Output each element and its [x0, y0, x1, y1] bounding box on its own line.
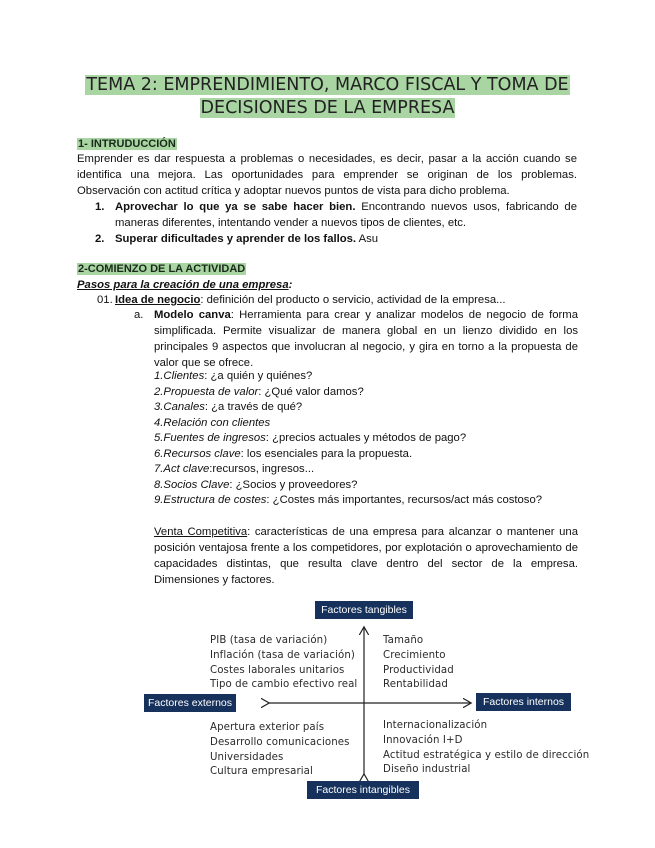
list-item: 9.Estructura de costes: ¿Costes más importantes, recursos/act más costoso?: [154, 494, 543, 506]
list-item: 6.Recursos clave: los esenciales para la propuesta.: [154, 447, 413, 460]
steps-title: Pasos para la creación de una empresa:: [77, 279, 293, 291]
quadrant-top-left: PIB (tasa de variación) Inflación (tasa de variación) Costes laborales unitarios Tipo de cambio efectivo real: [210, 635, 358, 691]
step-01: 01. Idea de negocio: definición del producto o servicio, actividad de la empresa...: [97, 294, 506, 306]
list-item: 4.Relación con clientes: [154, 416, 271, 429]
title-line-2: DECISIONES DE LA EMPRESA: [200, 98, 455, 118]
list-item: 1. Aprovechar lo que ya se sabe hacer bien. Encontrando nuevos usos, fabricando de maneras diferentes, intentando vender a nuevos tipos de clientes, etc.: [95, 201, 577, 229]
section-1-heading: 1- INTRUDUCCIÓN: [78, 138, 176, 150]
list-item: 2. Superar dificultades y aprender de los fallos. Asu: [95, 233, 379, 245]
quadrant-bottom-left: Apertura exterior país Desarrollo comunicaciones Universidades Cultura empresarial: [210, 722, 350, 778]
list-item: 5.Fuentes de ingresos: ¿precios actuales y métodos de pago?: [154, 432, 467, 444]
factores-tangibles-box: Factores tangibles: [315, 601, 413, 619]
factores-internos-box: Factores internos: [476, 693, 571, 711]
list-item: 1.Clientes: ¿a quién y quiénes?: [154, 370, 313, 382]
list-item: 7.Act clave:recursos, ingresos...: [154, 463, 315, 475]
quadrant-top-right: Tamaño Crecimiento Productividad Rentabilidad: [383, 635, 454, 691]
list-item: 3.Canales: ¿a través de qué?: [154, 401, 303, 413]
quadrant-bottom-right: Internacionalización Innovación I+D Actitud estratégica y estilo de dirección Diseño industrial: [383, 720, 590, 776]
title-line-1: TEMA 2: EMPRENDIMIENTO, MARCO FISCAL Y TOMA DE: [86, 75, 569, 95]
section-1-intro: Emprender es dar respuesta a problemas o necesidades, es decir, pasar a la acción cuando se identifica una mejora. Las oportunidades para emprender se originan de los problemas. Observación con actitud crítica y adoptar nuevos puntos de vista para dicho problema.: [77, 153, 577, 197]
modelo-canva: a. Modelo canva: Herramienta para crear y analizar modelos de negocio de forma simplificada. Permite visualizar de manera global en un lienzo dividido en los principales 9 aspectos que involucran al negocio, y gira en torno a la propuesta de valor que se ofrece.: [134, 309, 578, 369]
venta-competitiva-paragraph: Venta Competitiva: características de una empresa para alcanzar o mantener una posición ventajosa frente a los competidores, por explotación o aprovechamiento de capacidades distintas, que resulta clave dentro del sector de la empresa. Dimensiones y factores.: [154, 526, 578, 586]
factores-intangibles-box: Factores intangibles: [307, 781, 419, 799]
list-item: 2.Propuesta de valor: ¿Qué valor damos?: [154, 385, 364, 398]
section-2-heading: 2-COMIENZO DE LA ACTIVIDAD: [78, 263, 246, 275]
list-item: 8.Socios Clave: ¿Socios y proveedores?: [154, 478, 358, 491]
factores-externos-box: Factores externos: [144, 694, 236, 712]
